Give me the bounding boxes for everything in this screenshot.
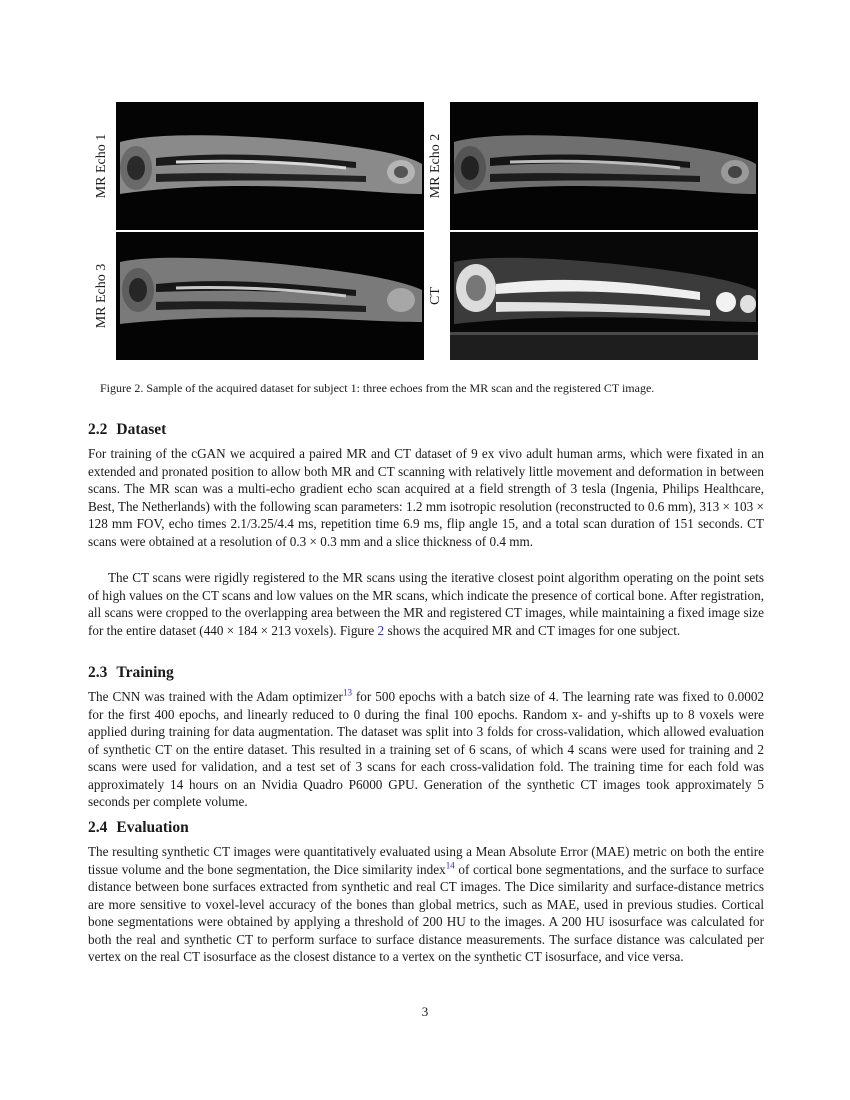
label-ct: CT [428, 287, 443, 305]
figure-caption: Figure 2. Sample of the acquired dataset for subject 1: three echoes from the MR scan and the registered CT image. [100, 381, 655, 395]
section-number: 2.3 [88, 664, 108, 681]
section-title: Evaluation [116, 819, 189, 836]
paragraph-text: for 500 epochs with a batch size of 4. The learning rate was fixed to 0.0002 for the first 400 epochs, and linearly reduced to 0 during the final 100 epochs. Random x- and y-shifts up to 8 voxels were applied during training for data augmentation. The dataset was split into 3 folds for cross-validation, which allowed evaluation of synthetic CT on the entire dataset. This resulted in a training set of 6 scans, of which 4 scans were used for training and 2 scans were used for validation, and a test set of 3 scans for each cross-validation fold. The training time for each fold was approximately 14 hours on an Nvidia Quadro P6000 GPU. Generation of the synthetic CT images took approximately 5 seconds per complete volume. [88, 689, 765, 809]
section-number: 2.4 [88, 819, 108, 836]
ct-image [450, 232, 758, 360]
paragraph-text: The CT scans were rigidly registered to the MR scans using the iterative closest point algorithm operating on the point sets of high values on the CT scans and low values on the MR scans, which indicate the presence of cortical bone. After registration, all scans were cropped to the overlapping area between the MR and registered CT images, while maintaining a fixed image size for the entire dataset (440 × 184 × 213 voxels). Figure [88, 570, 764, 638]
mr-echo-2-image [450, 102, 758, 230]
section-heading-evaluation [88, 819, 189, 837]
label-mr-echo-3: MR Echo 3 [94, 263, 109, 329]
mr-echo-3-image [116, 232, 424, 360]
label-mr-echo-1: MR Echo 1 [94, 133, 109, 199]
section-heading-training [88, 664, 174, 682]
paragraph-training [88, 688, 764, 811]
figure-2 [88, 100, 768, 362]
section-heading-dataset [88, 421, 166, 439]
section-number: 2.2 [88, 421, 108, 438]
label-mr-echo-2: MR Echo 2 [428, 133, 443, 199]
paragraph-dataset-2 [88, 569, 764, 639]
paragraph-text: The resulting synthetic CT images were quantitatively evaluated using a Mean Absolute Error (MAE) metric on both the entire tissue volume and the bone segmentation, the Dice similarity index [88, 844, 764, 877]
citation-link[interactable]: 13 [342, 687, 352, 698]
paragraph-evaluation [88, 843, 764, 966]
figure-reference-link[interactable]: 2 [377, 622, 385, 638]
paragraph-text: of cortical bone segmentations, and the surface to surface distance between bone surfaces extracted from synthetic and real CT images. The Dice similarity and surface-distance metrics are more sensitive to voxel-level accuracy of the bones than global metrics, such as MAE, used in previous studies. Cortical bone segmentations were obtained by applying a threshold of 200 HU to the images. A 200 HU isosurface was calculated for both the real and synthetic CT to perform surface to surface distance measurements. The surface distance was calculated per vertex on the real CT isosurface as the closest distance to a vertex on the synthetic CT isosurface, and vice versa. [88, 861, 764, 964]
section-title: Training [116, 664, 174, 681]
paragraph-text: shows the acquired MR and CT images for one subject. [384, 622, 681, 638]
page-number: 3 [421, 1004, 429, 1019]
paragraph-text: The CNN was trained with the Adam optimizer [88, 689, 343, 704]
section-title: Dataset [116, 421, 167, 438]
citation-link[interactable]: 14 [445, 860, 455, 871]
paragraph-dataset-1: For training of the cGAN we acquired a paired MR and CT dataset of 9 ex vivo adult human arms, which were fixated in an extended and pronated position to allow both MR and CT scanning with relatively little movement and deformation in between scans. The MR scan was a multi-echo gradient echo scan acquired at a field strength of 3 tesla (Ingenia, Philips Healthcare, Best, The Netherlands) with the following scan parameters: 1.2 mm isotropic resolution (reconstructed to 0.6 mm), 313 × 103 × 128 mm FOV, echo times 2.1/3.25/4.4 ms, repetition time 6.9 ms, flip angle 15, and a total scan duration of 151 seconds. CT scans were obtained at a resolution of 0.3 × 0.3 mm and a slice thickness of 0.4 mm. [88, 446, 764, 549]
mr-echo-1-image [116, 102, 424, 230]
